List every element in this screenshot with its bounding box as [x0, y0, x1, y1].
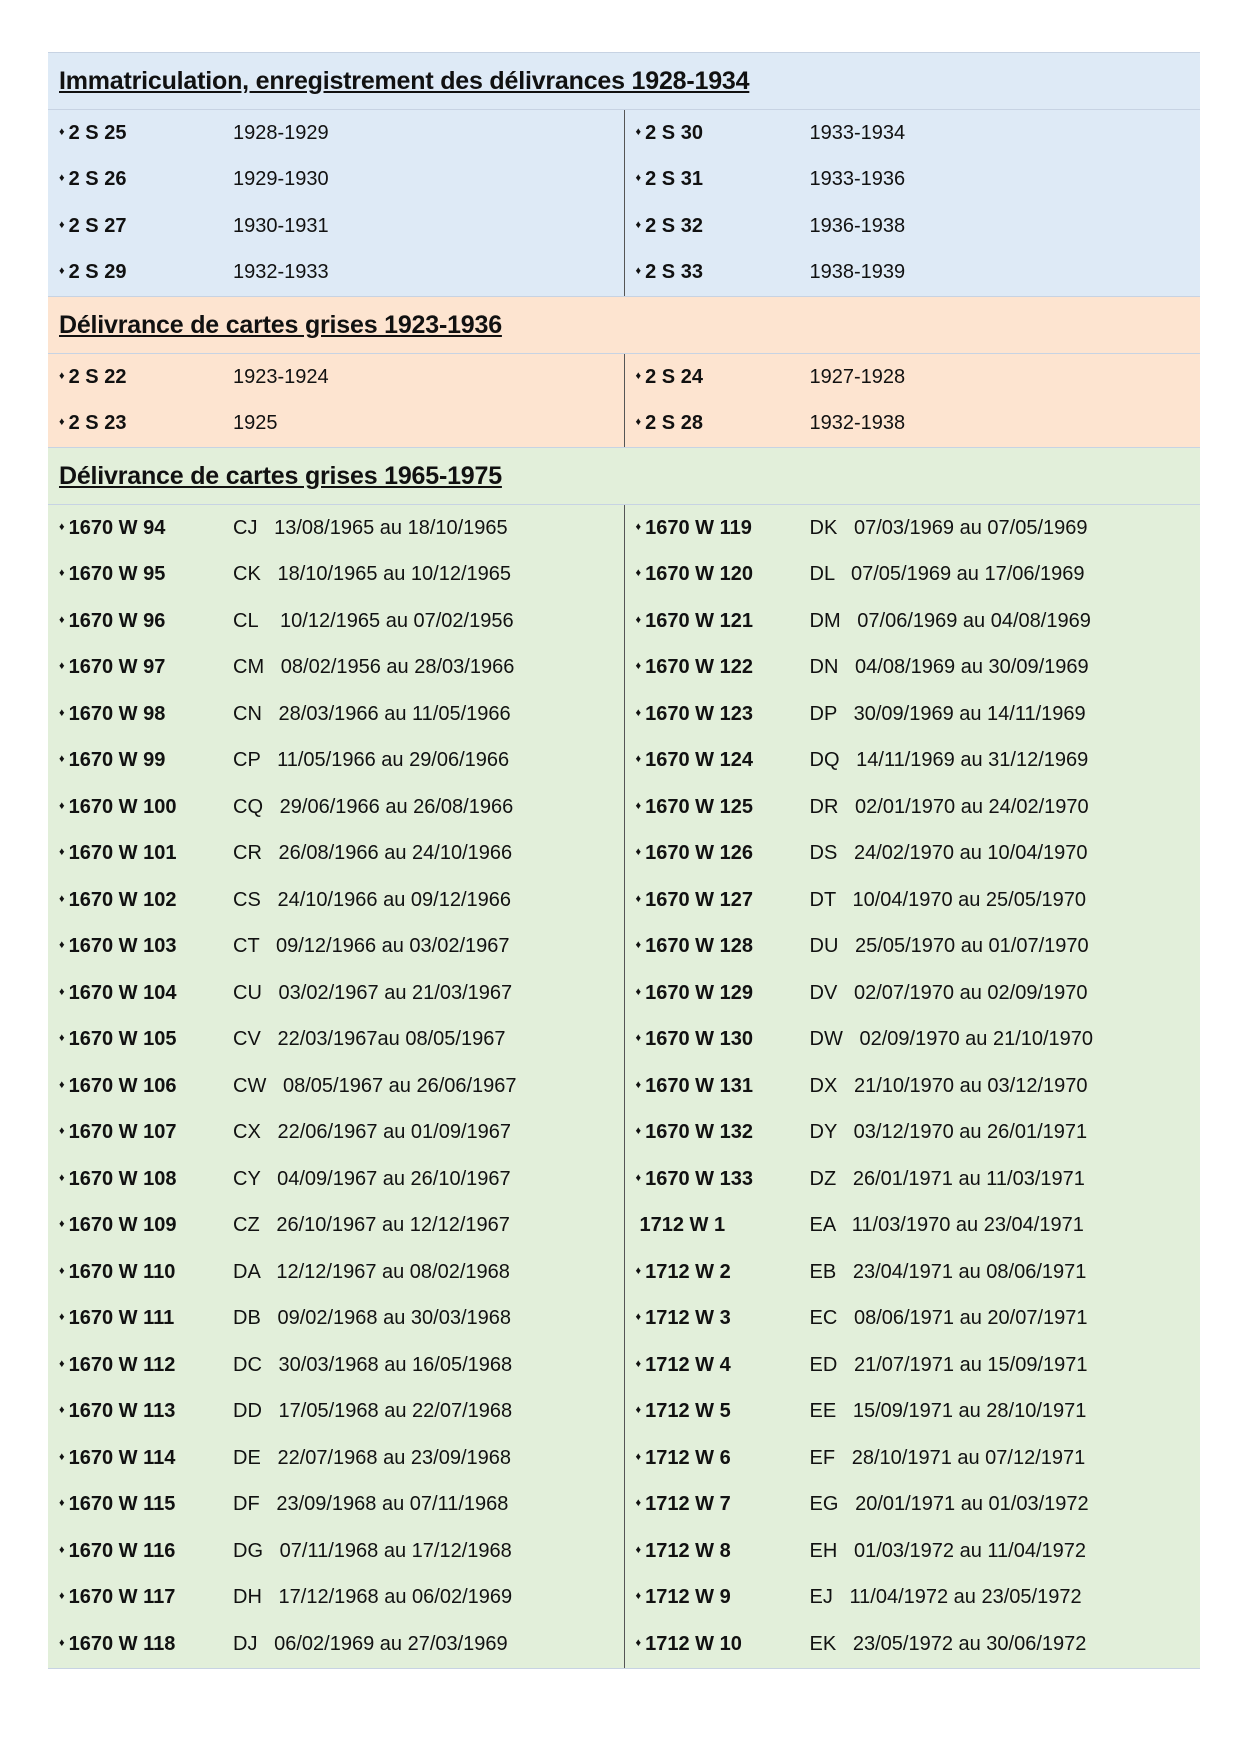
- call-number: ♦ 1670 W 102: [48, 889, 233, 912]
- list-item: [48, 1156, 624, 1203]
- call-number: ♦ 1670 W 104: [48, 982, 233, 1005]
- date-range: EC 08/06/1971 au 20/07/1971: [809, 1307, 1088, 1330]
- call-number: ♦ 1670 W 124: [625, 749, 810, 772]
- date-range: DW 02/09/1970 au 21/10/1970: [809, 1028, 1094, 1051]
- call-number: ♦ 1670 W 96: [48, 610, 233, 633]
- list-item: [625, 505, 1201, 552]
- list-item: [625, 1482, 1201, 1529]
- section-body: [48, 505, 1200, 1668]
- section-heading: [48, 52, 1200, 110]
- call-number: ♦ 1670 W 133: [625, 1168, 810, 1191]
- date-range: DT 10/04/1970 au 25/05/1970: [809, 888, 1087, 911]
- list-item: [48, 924, 624, 971]
- call-number: ♦ 2 S 31: [625, 168, 810, 191]
- date-range: EG 20/01/1971 au 01/03/1972: [809, 1493, 1089, 1516]
- list-item: [48, 1110, 624, 1157]
- date-range: CK 18/10/1965 au 10/12/1965: [233, 563, 512, 586]
- call-number: ♦ 1670 W 98: [48, 703, 233, 726]
- call-number: ♦ 2 S 28: [625, 412, 810, 435]
- list-item: [48, 110, 624, 157]
- call-number: ♦ 1712 W 3: [625, 1307, 810, 1330]
- list-item: [48, 645, 624, 692]
- date-range: DV 02/07/1970 au 02/09/1970: [809, 981, 1088, 1004]
- date-range: CJ 13/08/1965 au 18/10/1965: [233, 516, 508, 539]
- date-range: 1932-1933: [233, 261, 329, 284]
- call-number: ♦ 1670 W 108: [48, 1168, 233, 1191]
- date-range: DJ 06/02/1969 au 27/03/1969: [233, 1632, 508, 1655]
- call-number: ♦ 2 S 22: [48, 366, 233, 389]
- list-item: [625, 877, 1201, 924]
- call-number: ♦ 2 S 32: [625, 215, 810, 238]
- call-number: ♦ 1670 W 101: [48, 842, 233, 865]
- list-item: [48, 1528, 624, 1575]
- call-number: ♦ 1670 W 100: [48, 796, 233, 819]
- section-body: [48, 354, 1200, 447]
- date-range: 1925: [233, 412, 278, 435]
- call-number: ♦ 1670 W 113: [48, 1400, 233, 1423]
- call-number: ♦ 1670 W 115: [48, 1493, 233, 1516]
- date-range: DQ 14/11/1969 au 31/12/1969: [809, 749, 1089, 772]
- list-item: [48, 157, 624, 204]
- list-item: [625, 924, 1201, 971]
- list-item: [625, 1203, 1201, 1250]
- call-number: ♦ 1670 W 110: [48, 1261, 233, 1284]
- date-range: CR 26/08/1966 au 24/10/1966: [233, 842, 513, 865]
- call-number: ♦ 1670 W 111: [48, 1307, 233, 1330]
- date-range: DE 22/07/1968 au 23/09/1968: [233, 1446, 512, 1469]
- call-number: ♦ 1670 W 131: [625, 1075, 810, 1098]
- date-range: 1932-1938: [809, 412, 906, 435]
- section-heading: [48, 447, 1200, 505]
- date-range: DN 04/08/1969 au 30/09/1969: [809, 656, 1089, 679]
- call-number: ♦ 1670 W 123: [625, 703, 810, 726]
- list-item: [625, 1342, 1201, 1389]
- section-title: Délivrance de cartes grises 1965-1975: [59, 461, 502, 490]
- call-number: ♦ 2 S 26: [48, 168, 233, 191]
- call-number: ♦ 1670 W 122: [625, 656, 810, 679]
- list-item: [48, 552, 624, 599]
- right-column: [625, 110, 1201, 296]
- call-number: ♦ 1670 W 130: [625, 1028, 810, 1051]
- date-range: DD 17/05/1968 au 22/07/1968: [233, 1400, 513, 1423]
- date-range: DU 25/05/1970 au 01/07/1970: [809, 935, 1089, 958]
- section-title: Délivrance de cartes grises 1923-1936: [59, 310, 502, 339]
- date-range: CQ 29/06/1966 au 26/08/1966: [233, 795, 514, 818]
- list-item: [625, 1296, 1201, 1343]
- list-item: [625, 1110, 1201, 1157]
- list-item: [48, 1249, 624, 1296]
- call-number: ♦ 1712 W 5: [625, 1400, 810, 1423]
- list-item: [625, 1528, 1201, 1575]
- call-number: ♦ 1670 W 116: [48, 1540, 233, 1563]
- date-range: EB 23/04/1971 au 08/06/1971: [809, 1260, 1087, 1283]
- right-column: [625, 354, 1201, 447]
- call-number: ♦ 2 S 30: [625, 122, 810, 145]
- call-number: ♦ 1670 W 99: [48, 749, 233, 772]
- list-item: [625, 157, 1201, 204]
- date-range: 1930-1931: [233, 214, 329, 237]
- section-cartes-grises-1965-1975: [48, 447, 1200, 1669]
- call-number: 1712 W 1: [639, 1214, 726, 1237]
- call-number: ♦ 1670 W 120: [625, 563, 810, 586]
- date-range: DK 07/03/1969 au 07/05/1969: [809, 516, 1088, 539]
- call-number: ♦ 1712 W 10: [625, 1633, 810, 1656]
- list-item: [48, 970, 624, 1017]
- call-number: ♦ 1670 W 119: [625, 517, 810, 540]
- list-item: [625, 110, 1201, 157]
- list-item: [625, 645, 1201, 692]
- list-item: [625, 1063, 1201, 1110]
- list-item: [48, 1575, 624, 1622]
- list-item: [48, 738, 624, 785]
- call-number: ♦ 1712 W 6: [625, 1447, 810, 1470]
- call-number: ♦ 1670 W 112: [48, 1354, 233, 1377]
- date-range: DM 07/06/1969 au 04/08/1969: [809, 609, 1091, 632]
- date-range: DG 07/11/1968 au 17/12/1968: [233, 1539, 512, 1562]
- list-item: [625, 1575, 1201, 1622]
- date-range: DA 12/12/1967 au 08/02/1968: [233, 1260, 510, 1283]
- list-item: [625, 552, 1201, 599]
- document-page: [48, 52, 1200, 1669]
- call-number: ♦ 1670 W 128: [625, 935, 810, 958]
- section-immatriculation: [48, 52, 1200, 296]
- list-item: [625, 1621, 1201, 1668]
- date-range: CN 28/03/1966 au 11/05/1966: [233, 702, 511, 725]
- date-range: CV 22/03/1967au 08/05/1967: [233, 1028, 506, 1051]
- date-range: 1923-1924: [233, 365, 329, 388]
- list-item: [625, 738, 1201, 785]
- list-item: [48, 1435, 624, 1482]
- call-number: ♦ 1670 W 114: [48, 1447, 233, 1470]
- call-number: ♦ 1670 W 109: [48, 1214, 233, 1237]
- list-item: [625, 1249, 1201, 1296]
- list-item: [48, 1296, 624, 1343]
- call-number: ♦ 1670 W 125: [625, 796, 810, 819]
- list-item: [625, 1017, 1201, 1064]
- call-number: ♦ 2 S 24: [625, 366, 810, 389]
- call-number: ♦ 1670 W 106: [48, 1075, 233, 1098]
- date-range: CU 03/02/1967 au 21/03/1967: [233, 981, 513, 1004]
- date-range: 1929-1930: [233, 168, 329, 191]
- date-range: DL 07/05/1969 au 17/06/1969: [809, 563, 1085, 586]
- date-range: DS 24/02/1970 au 10/04/1970: [809, 842, 1088, 865]
- call-number: ♦ 1712 W 4: [625, 1354, 810, 1377]
- call-number: ♦ 2 S 27: [48, 215, 233, 238]
- section-title: Immatriculation, enregistrement des délivrances 1928-1934: [59, 66, 750, 95]
- date-range: EK 23/05/1972 au 30/06/1972: [809, 1632, 1087, 1655]
- list-item: [625, 401, 1201, 448]
- call-number: ♦ 1670 W 105: [48, 1028, 233, 1051]
- call-number: ♦ 1670 W 126: [625, 842, 810, 865]
- date-range: DY 03/12/1970 au 26/01/1971: [809, 1121, 1088, 1144]
- call-number: ♦ 1670 W 94: [48, 517, 233, 540]
- call-number: ♦ 1670 W 107: [48, 1121, 233, 1144]
- call-number: ♦ 2 S 29: [48, 261, 233, 284]
- date-range: DF 23/09/1968 au 07/11/1968: [233, 1493, 509, 1516]
- call-number: ♦ 2 S 33: [625, 261, 810, 284]
- date-range: 1933-1934: [809, 121, 906, 144]
- list-item: [625, 970, 1201, 1017]
- list-item: [48, 203, 624, 250]
- list-item: [48, 877, 624, 924]
- date-range: 1928-1929: [233, 121, 329, 144]
- left-column: [48, 354, 625, 447]
- date-range: EE 15/09/1971 au 28/10/1971: [809, 1400, 1087, 1423]
- date-range: CW 08/05/1967 au 26/06/1967: [233, 1074, 517, 1097]
- date-range: CP 11/05/1966 au 29/06/1966: [233, 749, 510, 772]
- left-column: [48, 505, 625, 1668]
- list-item: [625, 250, 1201, 297]
- list-item: [625, 203, 1201, 250]
- call-number: ♦ 1712 W 9: [625, 1586, 810, 1609]
- call-number: ♦ 1670 W 97: [48, 656, 233, 679]
- date-range: DH 17/12/1968 au 06/02/1969: [233, 1586, 513, 1609]
- left-column: [48, 110, 625, 296]
- call-number: ♦ 1670 W 118: [48, 1633, 233, 1656]
- call-number: ♦ 2 S 23: [48, 412, 233, 435]
- call-number: ♦ 1670 W 121: [625, 610, 810, 633]
- call-number: ♦ 1712 W 2: [625, 1261, 810, 1284]
- date-range: CL 10/12/1965 au 07/02/1956: [233, 609, 514, 632]
- list-item: [48, 784, 624, 831]
- list-item: [625, 1389, 1201, 1436]
- list-item: [625, 1435, 1201, 1482]
- date-range: CS 24/10/1966 au 09/12/1966: [233, 888, 512, 911]
- call-number: ♦ 1670 W 95: [48, 563, 233, 586]
- date-range: DZ 26/01/1971 au 11/03/1971: [809, 1167, 1085, 1190]
- right-column: [625, 505, 1201, 1668]
- call-number: ♦ 1670 W 117: [48, 1586, 233, 1609]
- date-range: ED 21/07/1971 au 15/09/1971: [809, 1353, 1088, 1376]
- date-range: DP 30/09/1969 au 14/11/1969: [809, 702, 1086, 725]
- date-range: EH 01/03/1972 au 11/04/1972: [809, 1539, 1087, 1562]
- date-range: EA 11/03/1970 au 23/04/1971: [809, 1214, 1084, 1237]
- date-range: EF 28/10/1971 au 07/12/1971: [809, 1446, 1086, 1469]
- list-item: [625, 831, 1201, 878]
- list-item: [48, 1342, 624, 1389]
- list-item: [48, 691, 624, 738]
- call-number: ♦ 1670 W 127: [625, 889, 810, 912]
- date-range: CM 08/02/1956 au 28/03/1966: [233, 656, 515, 679]
- date-range: EJ 11/04/1972 au 23/05/1972: [809, 1586, 1082, 1609]
- date-range: DB 09/02/1968 au 30/03/1968: [233, 1307, 512, 1330]
- list-item: [48, 1017, 624, 1064]
- call-number: ♦ 1670 W 103: [48, 935, 233, 958]
- list-item: [48, 1063, 624, 1110]
- list-item: [48, 354, 624, 401]
- list-item: [625, 1156, 1201, 1203]
- list-item: [48, 505, 624, 552]
- date-range: 1927-1928: [809, 365, 906, 388]
- call-number: ♦ 1670 W 132: [625, 1121, 810, 1144]
- list-item: [48, 1482, 624, 1529]
- list-item: [48, 598, 624, 645]
- date-range: DC 30/03/1968 au 16/05/1968: [233, 1353, 513, 1376]
- list-item: [48, 1621, 624, 1668]
- date-range: DR 02/01/1970 au 24/02/1970: [809, 795, 1089, 818]
- call-number: ♦ 1670 W 129: [625, 982, 810, 1005]
- date-range: CT 09/12/1966 au 03/02/1967: [233, 935, 510, 958]
- list-item: [48, 250, 624, 297]
- section-cartes-grises-1923-1936: [48, 296, 1200, 447]
- date-range: 1938-1939: [809, 261, 906, 284]
- date-range: CY 04/09/1967 au 26/10/1967: [233, 1167, 511, 1190]
- section-body: [48, 110, 1200, 296]
- call-number: ♦ 1712 W 7: [625, 1493, 810, 1516]
- call-number: ♦ 2 S 25: [48, 122, 233, 145]
- list-item: [625, 354, 1201, 401]
- date-range: DX 21/10/1970 au 03/12/1970: [809, 1074, 1088, 1097]
- date-range: 1936-1938: [809, 214, 906, 237]
- list-item: [625, 691, 1201, 738]
- list-item: [48, 1389, 624, 1436]
- list-item: [48, 831, 624, 878]
- section-heading: [48, 296, 1200, 354]
- list-item: [625, 598, 1201, 645]
- list-item: [48, 1203, 624, 1250]
- call-number: ♦ 1712 W 8: [625, 1540, 810, 1563]
- list-item: [625, 784, 1201, 831]
- list-item: [48, 401, 624, 448]
- date-range: CZ 26/10/1967 au 12/12/1967: [233, 1214, 510, 1237]
- date-range: 1933-1936: [809, 168, 906, 191]
- date-range: CX 22/06/1967 au 01/09/1967: [233, 1121, 512, 1144]
